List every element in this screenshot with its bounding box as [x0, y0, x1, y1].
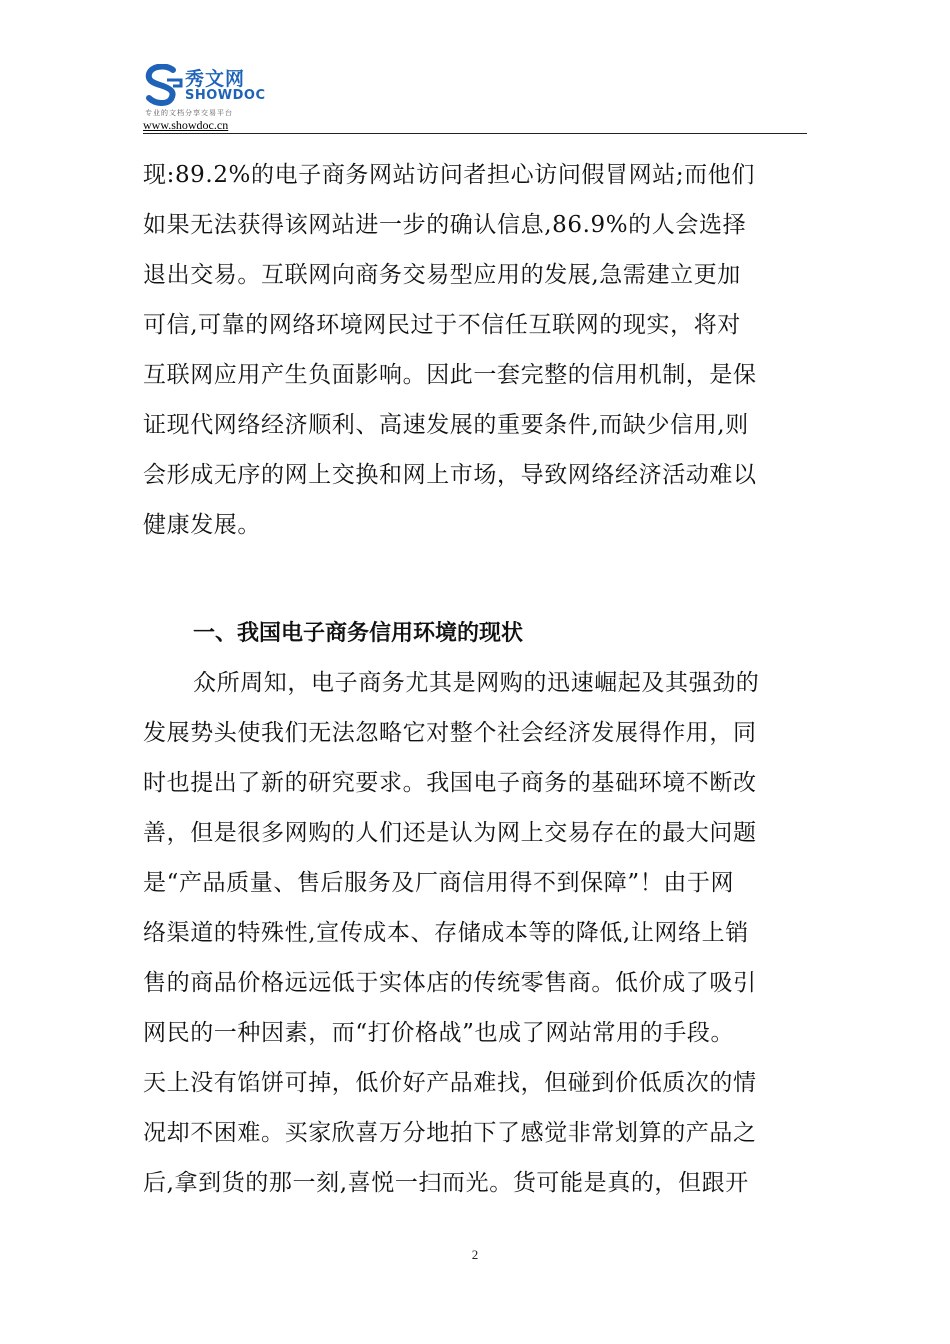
page-number: 2	[471, 1247, 479, 1262]
text-line: 发展势头使我们无法忽略它对整个社会经济发展得作用，同	[143, 720, 757, 746]
brand-tagline: 专业的文档分享交易平台	[145, 109, 233, 117]
text-line: 况却不困难。买家欣喜万分地拍下了感觉非常划算的产品之	[143, 1120, 757, 1146]
text-line: 络渠道的特殊性,宣传成本、存储成本等的降低,让网络上销	[143, 920, 749, 946]
text-line: 时也提出了新的研究要求。我国电子商务的基础环境不断改	[143, 770, 757, 796]
text-line: 后,拿到货的那一刻,喜悦一扫而光。货可能是真的，但跟开	[143, 1170, 749, 1196]
header-divider	[143, 133, 807, 134]
text-line: 证现代网络经济顺利、高速发展的重要条件,而缺少信用,则	[143, 412, 749, 438]
paragraph-continued	[143, 150, 807, 550]
text-line: 健康发展。	[143, 512, 261, 538]
text-line: 可信,可靠的网络环境网民过于不信任互联网的现实，将对	[143, 312, 741, 338]
brand-name-cn: 秀文网	[185, 68, 246, 90]
text-line: 网民的一种因素，而“打价格战”也成了网站常用的手段。	[143, 1020, 735, 1046]
text-line: 互联网应用产生负面影响。因此一套完整的信用机制，是保	[143, 362, 757, 388]
text-line: 退出交易。互联网向商务交易型应用的发展,急需建立更加	[143, 262, 741, 288]
showdoc-logo[interactable]	[143, 62, 303, 122]
text-line: 天上没有馅饼可掉，低价好产品难找，但碰到价低质次的情	[143, 1070, 757, 1096]
logo-s-icon	[143, 64, 183, 110]
page-header	[143, 62, 807, 136]
text-line: 售的商品价格远远低于实体店的传统零售商。低价成了吸引	[143, 970, 757, 996]
text-line: 会形成无序的网上交换和网上市场，导致网络经济活动难以	[143, 462, 757, 488]
section-paragraph	[143, 658, 807, 1208]
text-line: 众所周知，电子商务尤其是网购的迅速崛起及其强劲的	[193, 670, 760, 696]
text-line: 善，但是很多网购的人们还是认为网上交易存在的最大问题	[143, 820, 757, 846]
section-heading: 一、我国电子商务信用环境的现状	[193, 621, 524, 646]
text-line: 现:89.2%的电子商务网站访问者担心访问假冒网站;而他们	[143, 162, 755, 188]
text-line: 是“产品质量、售后服务及厂商信用得不到保障”！由于网	[143, 870, 735, 896]
text-line: 如果无法获得该网站进一步的确认信息,86.9%的人会选择	[143, 212, 747, 238]
site-url-link[interactable]: www.showdoc.cn	[143, 118, 229, 132]
brand-name-en: SHOWDOC	[185, 88, 266, 103]
